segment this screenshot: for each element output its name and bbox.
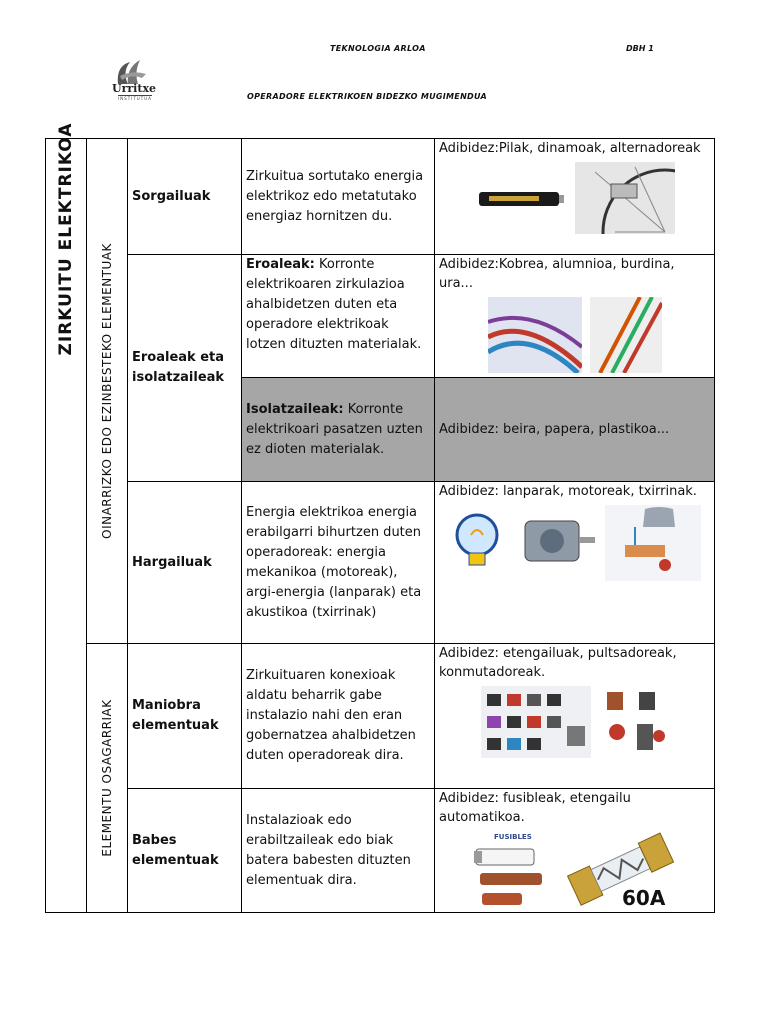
cables-icon xyxy=(488,297,582,373)
table-row xyxy=(46,789,715,913)
group1-label-cell xyxy=(87,139,128,644)
desc-cell: Zirkuituaren konexioak aldatu beharrik gabe instalazio nahi den eran gobernatzea ahalbidetzen duten operadoreak dira. xyxy=(242,644,435,789)
type-cell: Maniobra elementuak xyxy=(128,644,242,789)
fuse-brand-label: FUSIBLES xyxy=(493,833,532,841)
desc-text: Korronte elektrikoaren zirkulazioa ahalbidetzen duten eta operadore elektrikoak lotzen dituzten materialak. xyxy=(246,257,422,352)
logo-name: Urritxe xyxy=(112,82,156,95)
school-logo xyxy=(108,56,198,104)
battery-icon xyxy=(475,178,567,218)
logo-subtitle: INSTITUTUA xyxy=(118,96,152,101)
table-row xyxy=(46,255,715,378)
type-cell: Sorgailuak xyxy=(128,139,242,255)
example-text: Adibidez:Kobrea, alumnioa, burdina, ura... xyxy=(439,257,675,291)
fuse-60a-icon xyxy=(566,829,676,911)
switches-icon xyxy=(481,686,591,758)
type-cell: Hargailuak xyxy=(128,482,242,644)
example-text: Adibidez: fusibleak, etengailu automatikoa. xyxy=(439,791,631,825)
document-title: TEKNOLOGIA ARLOA xyxy=(330,44,426,53)
desc-text: Korronte elektrikoari pasatzen uzten ez dioten materialak. xyxy=(246,401,423,457)
desc-term: Eroaleak: xyxy=(246,257,315,272)
group2-label-cell xyxy=(87,644,128,913)
example-cell xyxy=(435,644,715,789)
example-cell xyxy=(435,482,715,644)
copper-wire-icon xyxy=(590,297,662,373)
desc-term: Isolatzaileak: xyxy=(246,401,344,417)
grade-label: DBH 1 xyxy=(626,44,654,53)
example-text: Adibidez: etengailuak, pultsadoreak, konmutadoreak. xyxy=(439,646,677,680)
circuit-label-cell xyxy=(46,122,87,913)
pushbuttons-icon xyxy=(599,686,669,758)
document-subtitle: OPERADORE ELEKTRIKOEN BIDEZKO MUGIMENDUA xyxy=(247,92,487,101)
desc-cell xyxy=(242,255,435,378)
example-cell xyxy=(435,789,715,913)
desc-cell: Energia elektrikoa energia erabilgarri bihurtzen duten operadoreak: energia mekanikoa (motoreak), argi-energia (lanparak) eta akustikoa (txirrinak) xyxy=(242,482,435,644)
desc-cell: Zirkuitua sortutako energia elektrikoz edo metatutako energiaz hornitzen du. xyxy=(242,139,435,255)
group1-label: OINARRIZKO EDO EZINBESTEKO ELEMENTUAK xyxy=(100,243,114,539)
type-cell: Eroaleak eta isolatzaileak xyxy=(128,255,242,482)
fuses-icon xyxy=(474,829,558,911)
example-cell xyxy=(435,139,715,255)
example-cell: Adibidez: beira, papera, plastikoa... xyxy=(435,378,715,482)
bell-diagram-icon xyxy=(605,505,701,581)
example-text: Adibidez: lanparak, motoreak, txirrinak. xyxy=(439,484,697,499)
table-row xyxy=(46,139,715,255)
desc-cell xyxy=(242,378,435,482)
desc-cell: Instalazioak edo erabiltzaileak edo biak batera babesten dituzten elementuak dira. xyxy=(242,789,435,913)
circuit-label: ZIRKUITU ELEKTRIKOA xyxy=(56,122,76,356)
lamp-icon xyxy=(449,505,509,581)
motor-icon xyxy=(517,505,597,581)
example-text: Adibidez:Pilak, dinamoak, alternadoreak xyxy=(439,141,701,156)
group2-label: ELEMENTU OSAGARRIAK xyxy=(100,699,114,857)
table-row xyxy=(46,482,715,644)
type-cell: Babes elementuak xyxy=(128,789,242,913)
bicycle-dynamo-icon xyxy=(575,162,675,234)
example-cell xyxy=(435,255,715,378)
table-row xyxy=(46,644,715,789)
circuit-elements-table xyxy=(45,122,715,913)
fuse-rating-label: 60A xyxy=(621,886,665,910)
